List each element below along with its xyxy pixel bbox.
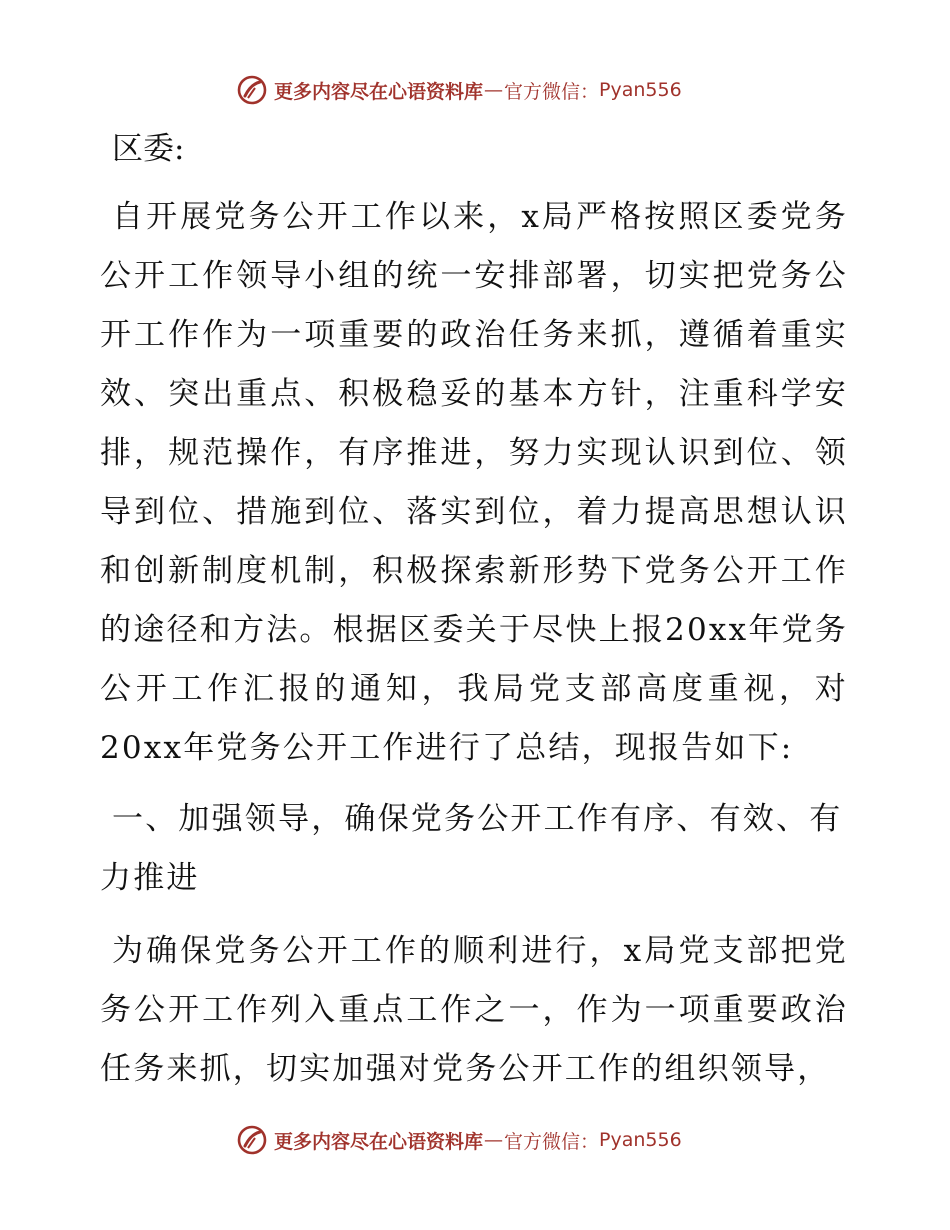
watermark-header <box>236 72 682 108</box>
watermark-dash: — <box>484 79 504 101</box>
watermark-main-text: 更多内容尽在心语资料库 <box>274 80 484 103</box>
logo-icon <box>236 74 268 106</box>
watermark-wechat-id: Pyan556 <box>599 79 682 101</box>
watermark-wechat-label: 官方微信： <box>504 1130 600 1153</box>
watermark-footer <box>236 1122 682 1158</box>
document-body <box>100 124 848 1099</box>
watermark-wechat-label: 官方微信： <box>504 80 600 103</box>
paragraph-intro: 自开展党务公开工作以来，x局严格按照区委党务公开工作领导小组的统一安排部署，切实把党务公开工作作为一项重要的政治任务来抓，遵循着重实效、突出重点、积极稳妥的基本方针，注重科学安排，规范操作，有序推进，努力实现认识到位、领导到位、措施到位、落实到位，着力提高思想认识和创新制度机制，积极探索新形势下党务公开工作的途径和方法。根据区委关于尽快上报20xx年党务公开工作汇报的通知，我局党支部高度重视，对20xx年党务公开工作进行了总结，现报告如下: <box>100 199 848 766</box>
section-heading-1: 一、加强领导，确保党务公开工作有序、有效、有力推进 <box>100 801 843 896</box>
watermark-wechat-id: Pyan556 <box>599 1129 682 1151</box>
paragraph-section-1: 为确保党务公开工作的顺利进行，x局党支部把党务公开工作列入重点工作之一，作为一项重要政治任务来抓，切实加强对党务公开工作的组织领导， <box>100 933 848 1087</box>
watermark-dash: — <box>484 1129 504 1151</box>
salutation: 区委: <box>112 131 185 167</box>
watermark-main-text: 更多内容尽在心语资料库 <box>274 1130 484 1153</box>
logo-icon <box>236 1124 268 1156</box>
